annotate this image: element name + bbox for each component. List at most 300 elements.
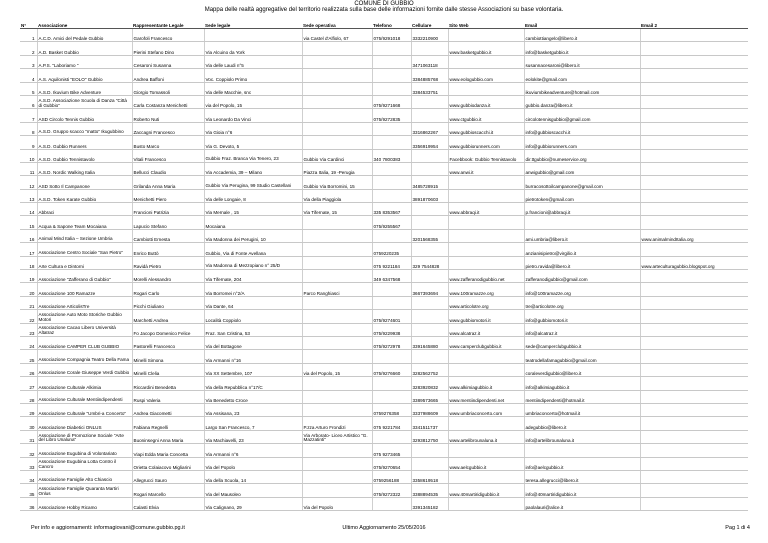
col-email[interactable]: info@alcatraz.it [524,323,640,336]
col-number: 12 [20,176,37,189]
col-email2 [640,109,748,122]
col-website[interactable]: www.alcatraz.it [448,323,524,336]
col-website[interactable]: www.gubbiorunners.com [448,136,524,149]
table-row [20,283,748,296]
col-number: 21 [20,296,37,309]
col-legal-rep: Pastorelli Francesco [132,336,204,349]
col-legal-seat: Via Machiavelli, 23 [204,430,302,443]
col-mobile: 3293812750 [411,430,448,443]
col-email[interactable]: info@40martiridigubbio.it [524,484,640,497]
col-website[interactable]: www.gubbiodanza.it [448,95,524,108]
col-mobile: 3391345182 [411,497,448,510]
col-legal-seat: Via Madonna di Mezzopiano n° 25/D [204,256,302,269]
col-email[interactable]: info@alkimiagubbio.it [524,377,640,390]
col-email[interactable]: paolalauri@alice.it [524,497,640,510]
col-association: Associazione "Zafferano di Gubbio" [37,270,132,283]
col-website[interactable]: www.umbriaconcerto.com [448,403,524,416]
col-number: 8 [20,122,37,135]
col-website[interactable]: www.gubbioscacchi.it [448,122,524,135]
table-row [20,243,748,256]
col-email2 [640,283,748,296]
table-row [20,310,748,323]
col-email[interactable]: cambiottiangelo@libero.it [524,29,640,42]
col-email[interactable]: dir.ttgubbio@numeservice.org [524,149,640,162]
col-email[interactable]: ami.umbria@libero.it [524,229,640,242]
col-number: 10 [20,149,37,162]
col-email[interactable]: circolotennisgubbio@gmail.com [524,109,640,122]
col-association: Associazione Hobby Ricamo [37,497,132,510]
col-legal-rep: Francioni Patrizia [132,203,204,216]
col-phone: 0759276358 [372,403,411,416]
col-legal-rep: Andrea Giacometti [132,403,204,416]
header-col-phone: Telefono [372,14,411,29]
col-website[interactable]: www.alkimiagubbio.it [448,377,524,390]
col-phone [372,136,411,149]
col-legal-seat: Via Calignano, 29 [204,497,302,510]
col-legal-seat: Via Madonna dei Perugini, 10 [204,229,302,242]
col-number: 33 [20,457,37,470]
col-phone [372,122,411,135]
col-number: 1 [20,29,37,42]
header-col-email2: Email 2 [640,14,748,29]
col-legal-seat: via del Popolo, 15 [204,95,302,108]
col-number: 18 [20,256,37,269]
header-col-number: N° [20,14,37,29]
col-email2 [640,336,748,349]
header-col-mobile: Cellulare [411,14,448,29]
col-association: Associazione Corale Giuseppe Verdi Gubbio [37,363,132,376]
col-website[interactable]: www.zafferanodigubbio.net [448,270,524,283]
col-email[interactable]: info@artelibrounaluna.it [524,430,640,443]
table-header-row [20,14,748,29]
col-operative-seat [302,55,372,68]
col-number: 5 [20,82,37,95]
col-legal-rep: Pierini Stefano Dino [132,42,204,55]
table-row [20,336,748,349]
col-legal-rep: Ruspi Valeria [132,390,204,403]
col-legal-rep: Roberto Nuti [132,109,204,122]
col-legal-seat: Via Borromei n°2/A [204,283,302,296]
col-mobile [411,323,448,336]
col-number: 2 [20,42,37,55]
col-legal-seat: Via Armanni n°16 [204,350,302,363]
col-email2 [640,136,748,149]
table-row [20,122,748,135]
col-email2 [640,189,748,202]
col-mobile: 3332210900 [411,29,448,42]
col-legal-seat: Via del Bottagone [204,336,302,349]
col-operative-seat [302,470,372,483]
col-legal-rep: Grilanda Anna Maria [132,176,204,189]
col-website[interactable]: www.articolotre.org [448,296,524,309]
col-operative-seat [302,95,372,108]
col-legal-rep: Allegrucci Sauro [132,470,204,483]
col-email2 [640,176,748,189]
associations-table [20,14,748,511]
col-mobile [411,457,448,470]
col-email2 [640,95,748,108]
col-email[interactable]: burracosottoilcampanone@gmail.com [524,176,640,189]
col-operative-seat [302,310,372,323]
col-email [524,444,640,457]
col-phone: 075/9274601 [372,310,411,323]
col-operative-seat [302,457,372,470]
col-website[interactable]: www.ctgubbio.it [448,109,524,122]
col-operative-seat [302,296,372,309]
col-email2 [640,430,748,443]
col-legal-seat: Via del Mausoleo [204,484,302,497]
table-row [20,403,748,416]
col-legal-rep: Buoninsegni Anna Maria [132,430,204,443]
col-mobile: 329 7544828 [411,256,448,269]
col-number: 6 [20,95,37,108]
col-legal-rep: Cesaroni Susanna [132,55,204,68]
col-email[interactable]: p.francioni@abbraqi.it [524,203,640,216]
col-email[interactable]: gubbio.danza@libero.it [524,95,640,108]
table-row [20,109,748,122]
col-phone [372,497,411,510]
col-number: 27 [20,377,37,390]
col-email[interactable]: zafferanodigubbio@gmail.com [524,270,640,283]
col-phone [372,162,411,175]
col-mobile: 3337988609 [411,403,448,416]
col-email2 [640,363,748,376]
col-website [448,243,524,256]
col-operative-seat [302,243,372,256]
col-operative-seat [302,216,372,229]
col-email[interactable]: susannacesaroni@libero.it [524,55,640,68]
col-number: 36 [20,497,37,510]
col-operative-seat [302,350,372,363]
col-mobile: 3316862267 [411,122,448,135]
col-email2 [640,296,748,309]
col-email2 [640,69,748,82]
col-email2 [640,417,748,430]
col-phone [372,55,411,68]
col-phone: 075/9229938 [372,323,411,336]
col-association: Associazione Centro Sociale "San Pietro" [37,243,132,256]
col-association: A.S. Aquilonisti "EOLO" Gubbio [37,69,132,82]
table-row [20,216,748,229]
col-mobile: 3485728915 [411,176,448,189]
col-email2 [640,497,748,510]
col-number: 13 [20,189,37,202]
col-website [448,176,524,189]
col-number: 14 [20,203,37,216]
table-row [20,430,748,443]
col-website[interactable]: Facebbook: Gubbio Tennistavolo [448,149,524,162]
col-website[interactable]: www.camperclubgubbio.it [448,336,524,349]
col-number: 20 [20,283,37,296]
col-mobile [411,149,448,162]
col-email[interactable]: teatrodellafamagubbio@gmail.com [524,350,640,363]
col-association: A.P.S. "Laboriamo " [37,55,132,68]
col-email[interactable]: info@100ramazze.org [524,283,640,296]
col-website[interactable]: www.100ramazze.org [448,283,524,296]
col-email[interactable]: pietrotoken@gmail.com [524,189,640,202]
col-number: 17 [20,243,37,256]
col-legal-seat: Via XX Settembre, 107 [204,363,302,376]
col-association: A.S.D. Nordic Walking Italia [37,162,132,175]
col-legal-rep: Bellucci Claudio [132,162,204,175]
col-website [448,55,524,68]
col-website[interactable]: www.artelibrounaluna.it [448,430,524,443]
col-legal-seat [204,29,302,42]
table-row [20,323,748,336]
col-email[interactable]: info@gubbioscacchi.it [524,122,640,135]
col-phone: 075/9272978 [372,336,411,349]
col-website[interactable]: www.anwi.it [448,162,524,175]
col-email[interactable]: ikuviumbikeadventure@hotmail.com [524,82,640,95]
col-legal-rep: Riccardini Benedetta [132,377,204,390]
col-mobile [411,95,448,108]
col-legal-rep: Fabiana Regnelli [132,417,204,430]
col-email[interactable]: teresa.allegrucci@libero.it [524,470,640,483]
col-legal-seat: Via G. Devoto, 5 [204,136,302,149]
col-legal-rep: Giorgio Tomassoli [132,82,204,95]
col-legal-seat: Via della Repubblica n°17/C [204,377,302,390]
col-mobile: 3388894535 [411,484,448,497]
table-row [20,136,748,149]
col-number: 24 [20,336,37,349]
col-email[interactable]: pietro.ravida@libero.it [524,256,640,269]
col-website [448,216,524,229]
col-email2 [640,270,748,283]
col-operative-seat [302,336,372,349]
col-website[interactable]: www.aelcgubbio.it [448,457,524,470]
col-phone: 075 9221784 [372,417,411,430]
col-association: Associazione Famiglie Quaranta Martiri Onlus [37,484,132,497]
col-legal-seat: Gubbio Fraz. Branca Via Tenero, 23 [204,149,302,162]
col-phone [372,283,411,296]
col-email2 [640,350,748,363]
col-email[interactable]: info@aelcgubbio.it [524,457,640,470]
col-operative-seat [302,403,372,416]
table-row [20,149,748,162]
col-legal-seat: Mocaiana [204,216,302,229]
col-legal-seat: Fraz. San Cristina, 53 [204,323,302,336]
header-col-association: Associazione [37,14,132,29]
col-website[interactable]: www.mentiindipendenti.net [448,390,524,403]
col-operative-seat [302,484,372,497]
col-legal-seat: Via Assisana, 23 [204,403,302,416]
col-email[interactable]: anwigubbio@gmail.com [524,162,640,175]
col-phone: 0759256188 [372,470,411,483]
table-row [20,417,748,430]
col-email [524,216,640,229]
col-mobile [411,216,448,229]
col-phone: 075/9255567 [372,216,411,229]
col-operative-seat: Gubbio Via Borromini, 15 [302,176,372,189]
table-row [20,377,748,390]
col-legal-rep: Vitali Francesco [132,149,204,162]
col-legal-seat: Via Mernale , 15 [204,203,302,216]
col-phone: 075 9273465 [372,444,411,457]
col-email[interactable]: adegubbio@libero.it [524,417,640,430]
col-operative-seat [302,377,372,390]
col-website [448,189,524,202]
col-email[interactable]: anzianisipietro@virgilio.it [524,243,640,256]
col-mobile: 3667393694 [411,283,448,296]
col-email[interactable]: mentiindipendenti@hotmail.it [524,390,640,403]
col-number: 29 [20,403,37,416]
col-number: 4 [20,69,37,82]
col-email2 [640,216,748,229]
table-row [20,203,748,216]
table-row [20,444,748,457]
col-website [448,29,524,42]
col-email2 [640,390,748,403]
col-phone: 075 9221184 [372,256,411,269]
col-mobile [411,350,448,363]
col-operative-seat: Via del Popolo [302,497,372,510]
col-phone [372,189,411,202]
col-email[interactable]: umbriaconcerto@hotmail.it [524,403,640,416]
col-phone: 075/9271668 [372,95,411,108]
col-website [448,470,524,483]
col-association: Associazione 100 Ramazze [37,283,132,296]
col-association: ASD Circolo Tennis Gubbio [37,109,132,122]
col-operative-seat [302,323,372,336]
col-email[interactable]: info@gubbiorunners.com [524,136,640,149]
col-email2 [640,55,748,68]
col-mobile: 3384533751 [411,82,448,95]
col-legal-rep: Viapi Edda Maria Concetta [132,444,204,457]
table-row [20,363,748,376]
col-legal-seat: Via del Popolo [204,457,302,470]
table-row [20,29,748,42]
col-legal-rep: Garofoli Francesco [132,29,204,42]
col-website [448,350,524,363]
col-mobile [411,162,448,175]
col-legal-seat: Gubbio Via Perugina, 99 Studio Castellani [204,176,302,189]
col-mobile: 3282562752 [411,363,448,376]
col-email2 [640,162,748,175]
col-website [448,417,524,430]
footer-page-number: Pag 1 di 4 [725,525,750,531]
col-association: Abbraci [37,203,132,216]
col-phone [372,430,411,443]
table-row [20,162,748,175]
col-website[interactable]: www.basketgubbio.it [448,42,524,55]
col-phone [372,377,411,390]
col-association: Arte Cultura e Dintorni [37,256,132,269]
col-association: A.S.D. Gubbio Runners [37,136,132,149]
col-mobile: 3471063118 [411,55,448,68]
table-row [20,95,748,108]
table-row [20,176,748,189]
col-email2 [640,122,748,135]
col-operative-seat: Via della Piaggiola [302,189,372,202]
table-row [20,390,748,403]
col-number: 31 [20,430,37,443]
col-number: 30 [20,417,37,430]
col-email2[interactable]: www.animalmindItalia.org [640,229,748,242]
table-row [20,270,748,283]
col-legal-seat: Via Accademia, 39 – Milano [204,162,302,175]
footer-contact: Per info e aggiornamenti: informagiovani@comune.gubbio.pg.it [31,525,185,531]
header-col-email: Email [524,14,640,29]
col-website[interactable]: www.eologubbio.com [448,69,524,82]
col-number: 3 [20,55,37,68]
col-phone: 075/9276660 [372,363,411,376]
col-email2[interactable]: www.arteculturagubbio.blogspot.org [640,256,748,269]
col-legal-rep: Picchi Giuliano [132,296,204,309]
col-mobile: 3384885768 [411,69,448,82]
col-association: Associazione di Promozione Sociale "Arte del Libro Unaluna" [37,430,132,443]
col-email[interactable]: sede@camperclubgubbio.it [524,336,640,349]
col-mobile: 3891870603 [411,189,448,202]
col-website [448,497,524,510]
col-mobile [411,109,448,122]
col-legal-rep: Morelli Alessandro [132,270,204,283]
col-email2 [640,29,748,42]
col-email[interactable]: info@gubbiomotori.it [524,310,640,323]
col-email[interactable]: tre@articolotre.org [524,296,640,309]
col-website[interactable]: www.40martiridigubbio.it [448,484,524,497]
col-email[interactable]: eolokite@gmail.com [524,69,640,82]
col-association: Associazione Auto Moto Storiche Gubbio Motori [37,310,132,323]
col-legal-rep: Rogari Marcello [132,484,204,497]
col-legal-rep: Busto Marco [132,136,204,149]
col-legal-seat: Largo San Francesco, 7 [204,417,302,430]
document-title: COMUNE DI GUBBIO [354,1,414,7]
col-association: Associazione Culturale Alkimia [37,377,132,390]
col-association: Associazione Compagnia Teatro Della Fama [37,350,132,363]
col-operative-seat: P.zza Arturo Frondizi [302,417,372,430]
col-legal-rep: Cambiotti Ernesta [132,229,204,242]
col-legal-rep: Zaccagni Francesco [132,122,204,135]
col-legal-seat: Via Alcuino da York [204,42,302,55]
col-association: A.S.D. Associazione Scuola di Danza "Città di Gubbio" [37,95,132,108]
col-operative-seat [302,390,372,403]
col-phone: 075/9272835 [372,109,411,122]
col-email[interactable]: coraleverdigubbio@libero.it [524,363,640,376]
col-association: Acqua & Sapone Team Mocaiana [37,216,132,229]
col-operative-seat: via del Popolo, 15 [302,363,372,376]
col-legal-rep: Orietta Colaiacovo Migliarini [132,457,204,470]
header-col-operative-seat: Sede operativa [302,14,372,29]
col-legal-rep: Calasti Elvia [132,497,204,510]
col-association: Animal Mind Italia – Sezione Umbria [37,229,132,242]
col-legal-seat: Via Armanni n°6 [204,444,302,457]
col-legal-rep: Fo Jacopo Domenico Felice [132,323,204,336]
col-legal-seat: Via Benedetto Croce [204,390,302,403]
table-row [20,55,748,68]
table-row [20,296,748,309]
col-operative-seat [302,82,372,95]
col-number: 7 [20,109,37,122]
col-email[interactable]: info@basketgubbio.it [524,42,640,55]
col-number: 32 [20,444,37,457]
col-number: 34 [20,470,37,483]
col-association: Associazione Famiglie Alto Chiascio [37,470,132,483]
col-association: Associazione CAMPER CLUB GUBBIO [37,336,132,349]
col-website[interactable]: www.gubbiomotori.it [448,310,524,323]
col-association: A.D. Basket Gubbio [37,42,132,55]
col-phone [372,69,411,82]
col-legal-rep: Lapucio Stefano [132,216,204,229]
document-subtitle: Mappa delle realtà aggregative del territorio realizzata sulla base delle informazioni fornite dalle stesse Associazioni su base volontaria. [204,7,564,13]
col-phone [372,82,411,95]
col-phone: 349 6347568 [372,270,411,283]
col-operative-seat [302,229,372,242]
col-legal-rep: Carla Costanza Menichetti [132,95,204,108]
col-legal-rep: Ravidà Pietro [132,256,204,269]
col-website[interactable]: www.abbraqi.it [448,203,524,216]
col-number: 11 [20,162,37,175]
col-legal-rep: Menichetti Piero [132,189,204,202]
